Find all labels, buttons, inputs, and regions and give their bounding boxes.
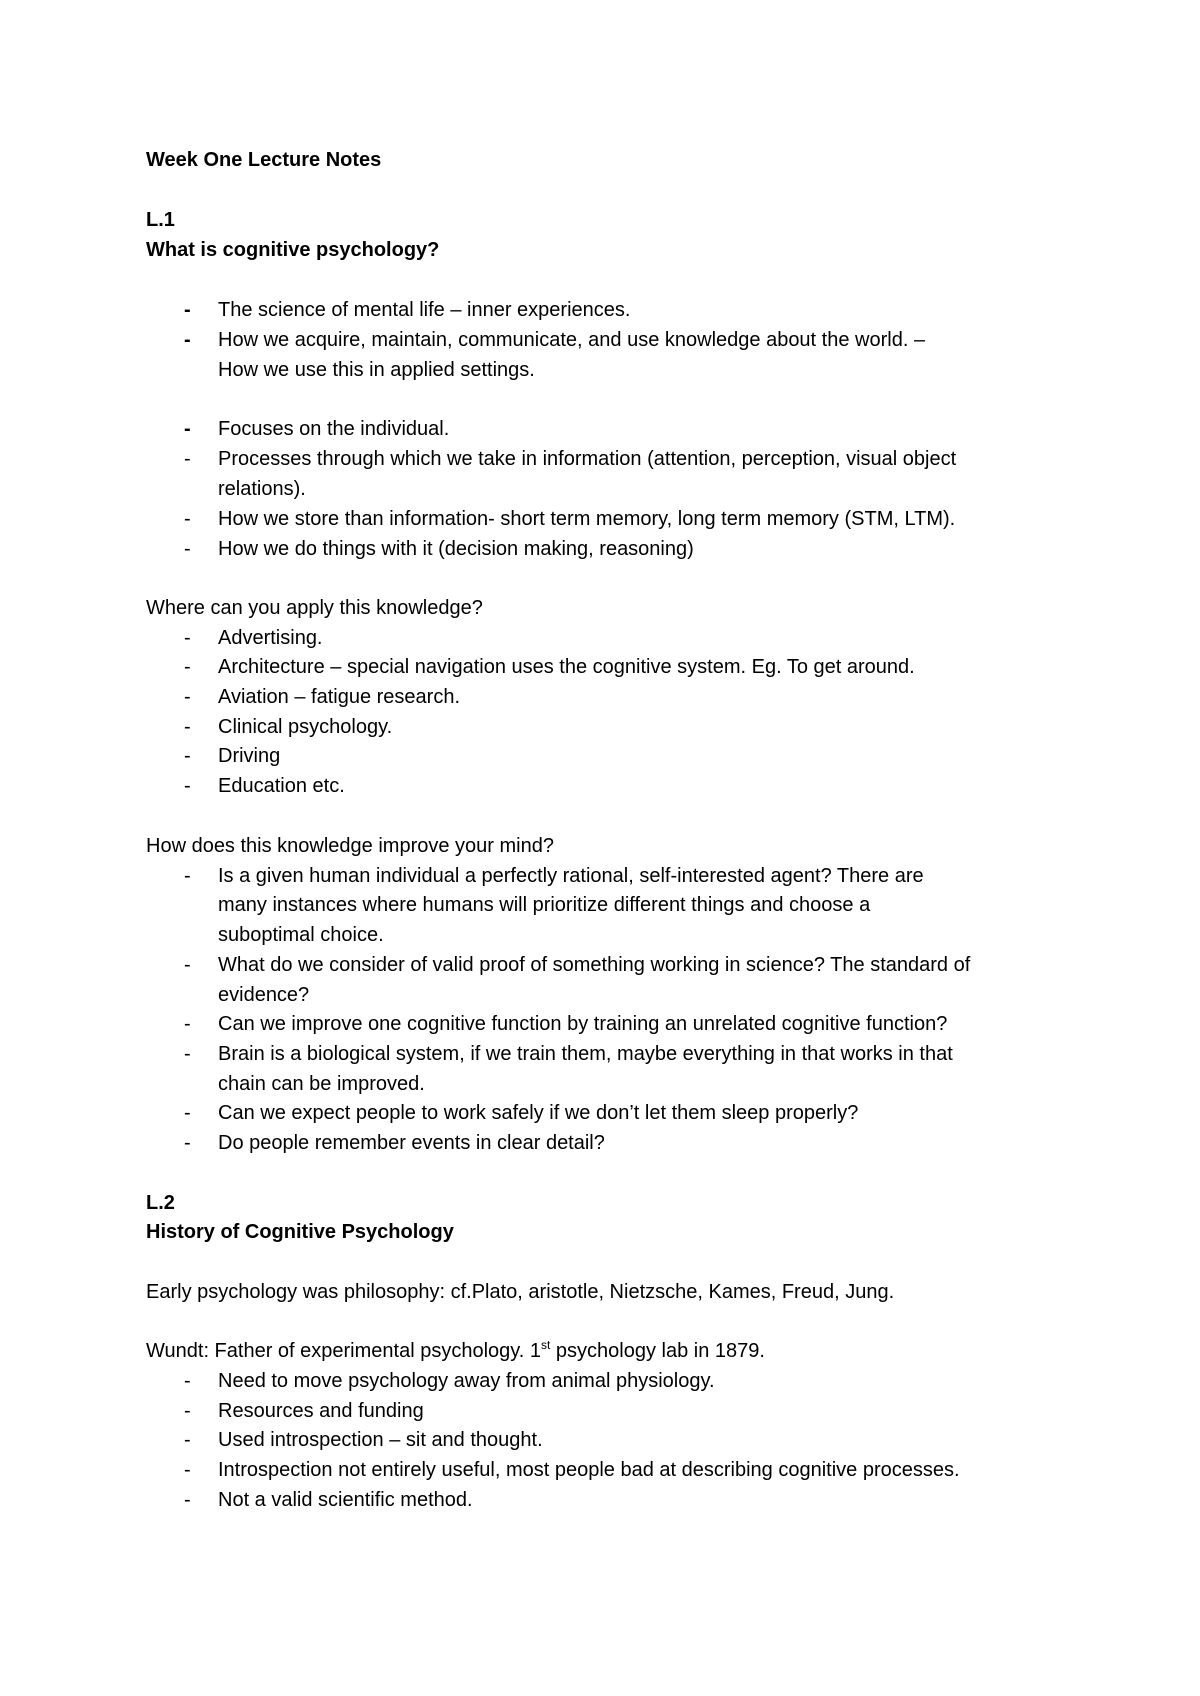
list-item-text: Can we expect people to work safely if we don’t let them sleep properly?: [218, 1102, 859, 1124]
bullet-dash: -: [184, 329, 191, 351]
bullet-dash: -: [184, 1102, 191, 1124]
list-item-continuation: many instances where humans will prioritize different things and choose a: [218, 894, 871, 916]
wundt-line: [146, 1337, 765, 1366]
list-item-text: Driving: [218, 745, 281, 767]
list-item-text: Clinical psychology.: [218, 716, 393, 738]
list-item-text: Need to move psychology away from animal physiology.: [218, 1370, 715, 1392]
list-item-continuation: suboptimal choice.: [218, 924, 384, 946]
bullet-dash: -: [184, 1429, 191, 1451]
section-heading-l1: What is cognitive psychology?: [146, 239, 440, 261]
list-item-text: Architecture – special navigation uses the cognitive system. Eg. To get around.: [218, 656, 915, 678]
list-item-text: Aviation – fatigue research.: [218, 686, 461, 708]
bullet-dash: -: [184, 418, 191, 440]
bullet-dash: -: [184, 299, 191, 321]
list-item-text: Education etc.: [218, 775, 345, 797]
bullet-dash: -: [184, 775, 191, 797]
list-item-continuation: relations).: [218, 478, 306, 500]
list-item-text: What do we consider of valid proof of something working in science? The standard of: [218, 954, 971, 976]
list-item-text: Introspection not entirely useful, most people bad at describing cognitive processes.: [218, 1459, 960, 1481]
bullet-dash: -: [184, 627, 191, 649]
list-item-continuation: chain can be improved.: [218, 1073, 425, 1095]
bullet-dash: -: [184, 745, 191, 767]
bullet-dash: -: [184, 716, 191, 738]
bullet-dash: -: [184, 656, 191, 678]
bullet-dash: -: [184, 1370, 191, 1392]
list-item-text: Brain is a biological system, if we train them, maybe everything in that works in that: [218, 1043, 953, 1065]
section-heading-l2: History of Cognitive Psychology: [146, 1221, 454, 1243]
list-item-text: The science of mental life – inner experiences.: [218, 299, 631, 321]
list-item-text: Advertising.: [218, 627, 323, 649]
bullet-dash: -: [184, 1013, 191, 1035]
list-item-text: Processes through which we take in information (attention, perception, visual object: [218, 448, 957, 470]
bullet-dash: -: [184, 1489, 191, 1511]
list-item-continuation: evidence?: [218, 984, 310, 1006]
list-item-text: How we store than information- short term memory, long term memory (STM, LTM).: [218, 508, 956, 530]
bullet-dash: -: [184, 508, 191, 530]
wundt-text-a: Wundt: Father of experimental psychology. 1: [146, 1340, 542, 1362]
document-title: Week One Lecture Notes: [146, 149, 382, 171]
bullet-dash: -: [184, 865, 191, 887]
list-item-text: Not a valid scientific method.: [218, 1489, 473, 1511]
bullet-dash: -: [184, 1132, 191, 1154]
bullet-dash: -: [184, 954, 191, 976]
apply-heading: Where can you apply this knowledge?: [146, 597, 483, 619]
list-item-text: Do people remember events in clear detail?: [218, 1132, 605, 1154]
bullet-dash: -: [184, 448, 191, 470]
list-item-text: Can we improve one cognitive function by training an unrelated cognitive function?: [218, 1013, 948, 1035]
bullet-dash: -: [184, 1400, 191, 1422]
wundt-text-b: psychology lab in 1879.: [550, 1340, 765, 1362]
bullet-dash: -: [184, 538, 191, 560]
bullet-dash: -: [184, 1043, 191, 1065]
list-item-text: Is a given human individual a perfectly rational, self-interested agent? There are: [218, 865, 924, 887]
list-item-text: How we acquire, maintain, communicate, and use knowledge about the world. –: [218, 329, 926, 351]
section-label-l1: L.1: [146, 209, 175, 231]
wundt-superscript: st: [541, 1338, 551, 1352]
bullet-dash: -: [184, 1459, 191, 1481]
early-psychology-line: Early psychology was philosophy: cf.Plato, aristotle, Nietzsche, Kames, Freud, Jung.: [146, 1281, 895, 1303]
list-item-continuation: How we use this in applied settings.: [218, 359, 535, 381]
section-label-l2: L.2: [146, 1192, 175, 1214]
list-item-text: Used introspection – sit and thought.: [218, 1429, 543, 1451]
list-item-text: How we do things with it (decision making, reasoning): [218, 538, 694, 560]
list-item-text: Focuses on the individual.: [218, 418, 450, 440]
bullet-dash: -: [184, 686, 191, 708]
list-item-text: Resources and funding: [218, 1400, 424, 1422]
improve-heading: How does this knowledge improve your mind?: [146, 835, 554, 857]
